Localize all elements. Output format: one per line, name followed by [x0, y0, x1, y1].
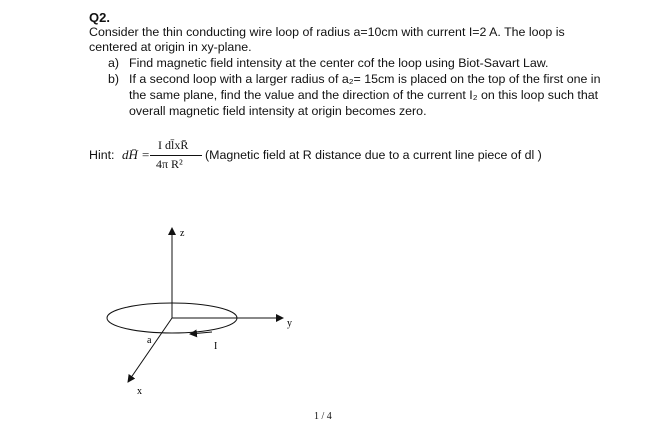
item-text: Find magnetic field intensity at the center cof the loop using Biot-Savart Law.	[129, 56, 549, 70]
hint-denominator: 4π R²	[156, 157, 183, 171]
current-label: I	[214, 341, 218, 352]
question-title: Q2.	[89, 10, 110, 25]
page-number: 1 / 4	[314, 411, 332, 422]
hint-lhs: dH̄ =	[122, 147, 150, 162]
item-label: b)	[108, 72, 120, 86]
item-label: a)	[108, 56, 120, 70]
hint-label: Hint:	[89, 148, 115, 162]
y-label: y	[287, 318, 292, 329]
radius-label: a	[147, 335, 152, 346]
item-text: If a second loop with a larger radius of a₂= 15cm is placed on the top of the first one in the same plane, find the value and the direction of the current I₂ on this loop such that overall magnetic field intensity at origin becomes zero.	[129, 72, 601, 118]
x-axis	[128, 318, 172, 382]
question-intro: Consider the thin conducting wire loop of radius a=10cm with current I=2 A. The loop is centered at origin in xy-plane.	[89, 25, 565, 54]
x-label: x	[137, 386, 142, 397]
hint-description: (Magnetic field at R distance due to a current line piece of dl )	[205, 148, 542, 162]
hint-numerator: I dl̄xR̄	[158, 138, 189, 152]
z-label: z	[180, 228, 185, 239]
